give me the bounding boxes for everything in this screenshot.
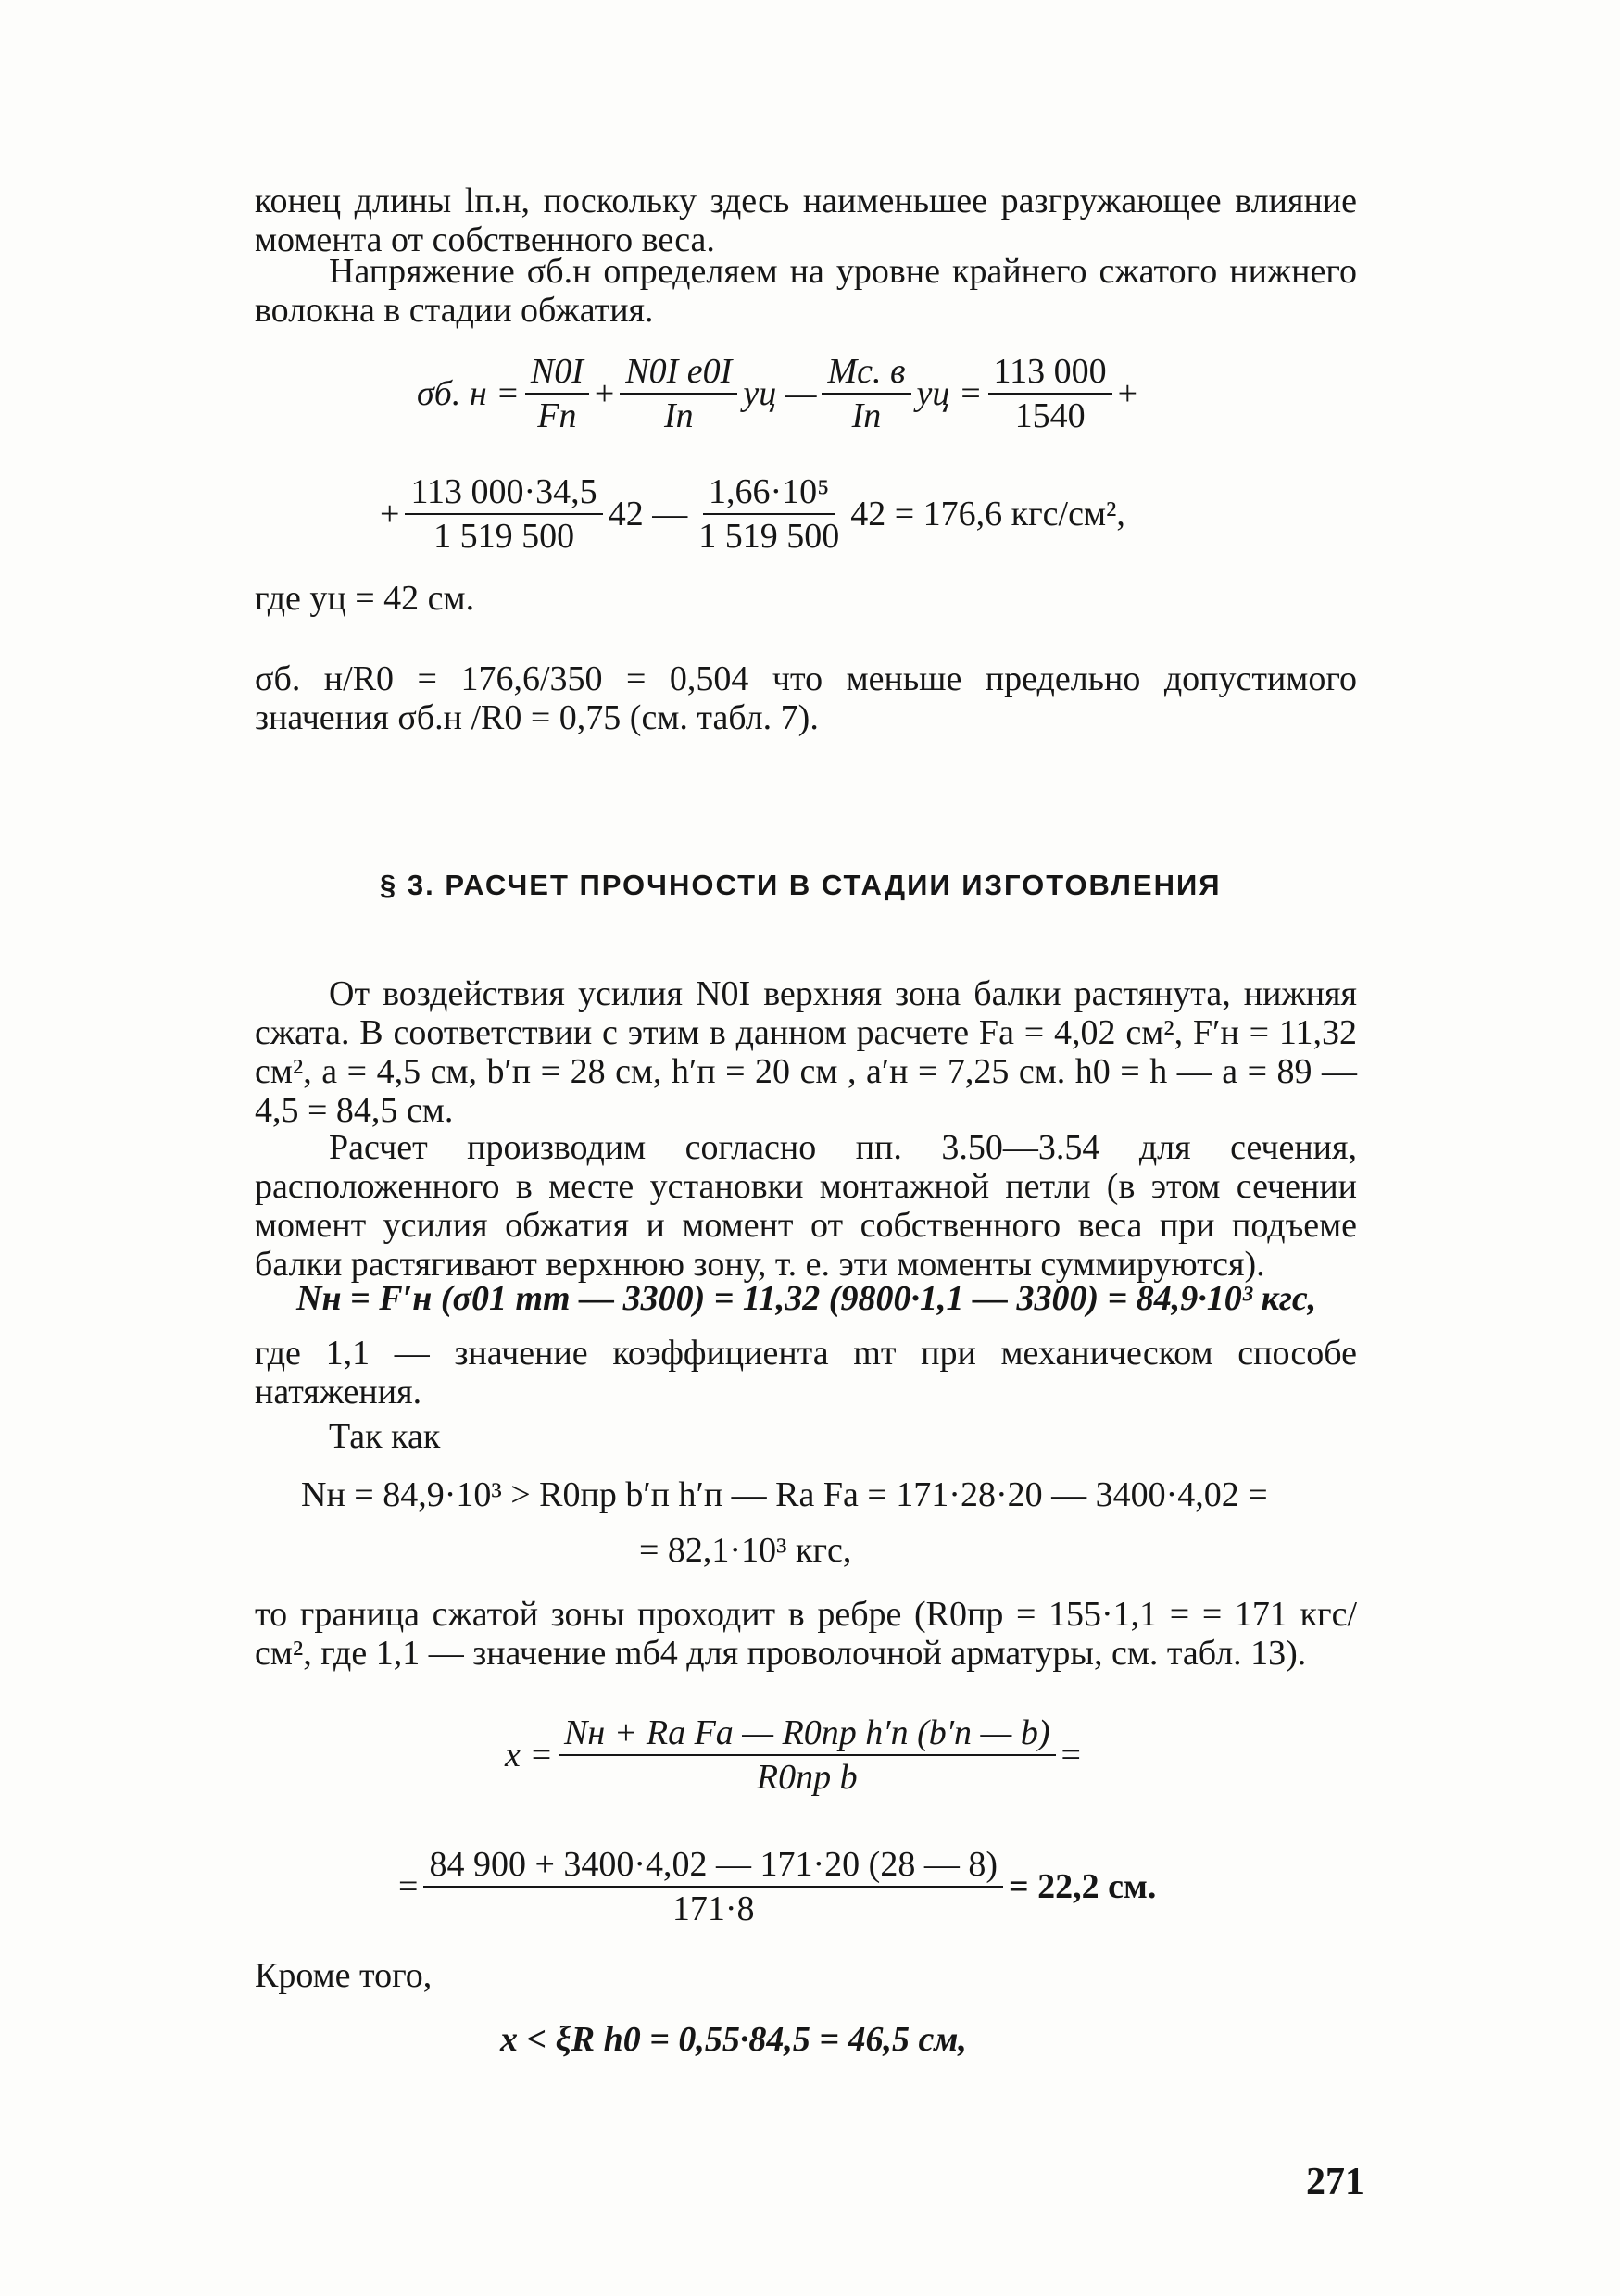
eq-mid: 42 — [608,495,688,533]
section-heading: § 3. РАСЧЕТ ПРОЧНОСТИ В СТАДИИ ИЗГОТОВЛЕНИЯ [380,869,1222,901]
paragraph-ratio: σб. н/R0 = 176,6/350 = 0,504 что меньше предельно допустимого значения σб.н /R0 = 0,75 (см. табл. 7). [255,659,1357,737]
paragraph-where-yc: где yц = 42 см. [255,579,475,618]
eq-den: Fп [537,396,577,435]
paragraph-boundary: то граница сжатой зоны проходит в ребре (R0пр = 155·1,1 = = 171 кгс/см², где 1,1 — значение mб4 для проволочной арматуры, см. табл. 13). [255,1595,1357,1673]
eq-den: Iп [663,396,694,435]
eq-den: 1 519 500 [433,517,575,556]
equation-nh: Nн = F′н (σ01 mт — 3300) = 11,32 (9800·1,1 — 3300) = 84,9·10³ кгс, [296,1279,1317,1318]
eq-mid: yц = [916,374,983,413]
eq-num: 113 000·34,5 [405,470,602,515]
paragraph-calculation: Расчет производим согласно пп. 3.50—3.54 для сечения, расположенного в месте установки монтажной петли (в этом сечении момент усилия обжатия и момент от собственного веса при подъеме балки растягивают верхнюю зону, т. е. эти моменты суммируются). [255,1128,1357,1284]
equation-nh-compare-line2: = 82,1·10³ кгс, [639,1531,852,1570]
equation-x-line2 [398,1843,1156,1930]
eq-equals: = [1061,1736,1081,1775]
eq-num: 84 900 + 3400·4,02 — 171·20 (28 — 8) [423,1843,1003,1888]
eq-num: Mс. в [822,350,910,395]
eq-plus: + [1117,374,1138,413]
eq-frac [423,1843,1003,1930]
equation-sigma-line2 [380,470,1125,558]
paragraph-since: Так как [329,1417,441,1456]
eq-plus: + [594,374,615,413]
eq-frac [693,470,845,558]
equation-sigma-line1 [417,350,1137,437]
eq-sigma-lhs: σб. н = [417,374,520,413]
eq-den: 1540 [1014,396,1086,435]
eq-frac [525,350,589,437]
eq-num: N0I e0I [620,350,737,395]
paragraph-coefficient: где 1,1 — значение коэффициента mт при механическом способе натяжения. [255,1334,1357,1411]
eq-plus: + [380,495,400,533]
eq-den: R0пр b [756,1758,858,1797]
paragraph-zones: От воздействия усилия N0I верхняя зона балки растянута, нижняя сжата. В соответствии с этим в данном расчете Fа = 4,02 см², F′н = 11,32 см², a = 4,5 см, b′п = 28 см, h′п = 20 см , a′н = 7,25 см. h0 = h — a = 89 — 4,5 = 84,5 см. [255,974,1357,1130]
equation-x-line1 [505,1712,1081,1799]
eq-equals: = [398,1867,419,1906]
paragraph-besides: Кроме того, [255,1956,433,1995]
eq-den: 171·8 [672,1889,755,1928]
eq-x-lhs: x = [505,1736,554,1775]
eq-num: Nн + Rа Fа — R0пр h′п (b′п — b) [559,1712,1056,1756]
eq-frac [988,350,1112,437]
eq-frac [405,470,602,558]
equation-nh-compare-line1: Nн = 84,9·10³ > R0пр b′п h′п — Rа Fа = 171·28·20 — 3400·4,02 = [301,1475,1268,1514]
eq-frac [620,350,737,437]
paragraph-intro: конец длины lп.н, поскольку здесь наименьшее разгружающее влияние момента от собственного веса. [255,182,1357,259]
eq-frac [559,1712,1056,1799]
eq-num: N0I [525,350,589,395]
eq-den: 1 519 500 [698,517,840,556]
eq-frac [822,350,910,437]
eq-end: = 22,2 см. [1009,1867,1157,1906]
page-number: 271 [1306,2161,1364,2203]
paragraph-stress: Напряжение σб.н определяем на уровне крайнего сжатого нижнего волокна в стадии обжатия. [255,252,1357,330]
eq-mid: yц — [743,374,817,413]
eq-end: 42 = 176,6 кгс/см², [850,495,1125,533]
eq-num: 113 000 [988,350,1112,395]
equation-xi: x < ξR h0 = 0,55·84,5 = 46,5 см, [500,2020,967,2059]
eq-num: 1,66·10⁵ [703,470,835,515]
eq-den: Iп [851,396,882,435]
